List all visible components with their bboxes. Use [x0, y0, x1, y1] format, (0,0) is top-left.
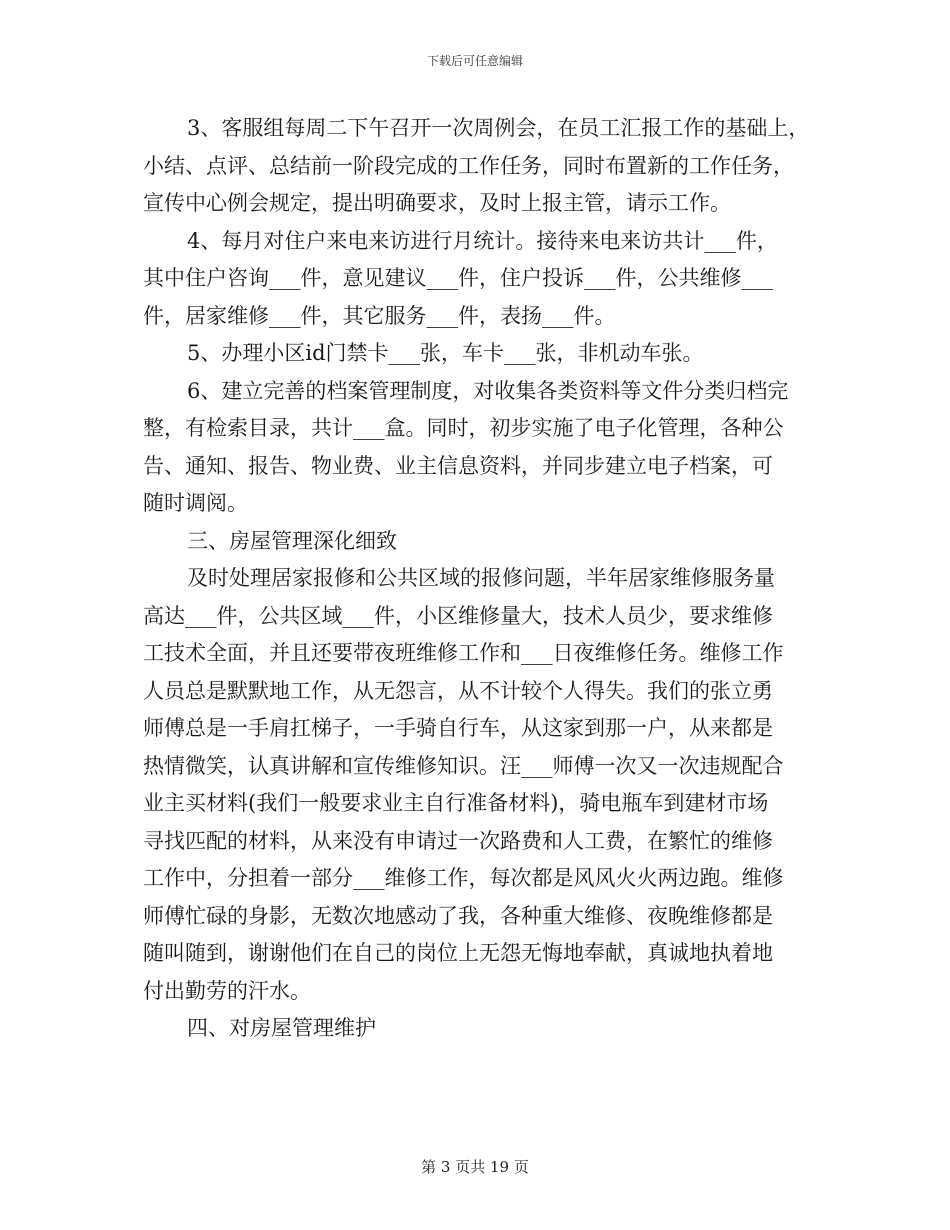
- paragraph-line: 宣传中心例会规定，提出明确要求，及时上报主管，请示工作。: [143, 191, 731, 215]
- paragraph-line: 业主买材料(我们一般要求业主自行准备材料)，骑电瓶车到建材市场: [143, 791, 769, 815]
- paragraph-line: 整，有检索目录，共计___盒。同时，初步实施了电子化管理，各种公: [143, 416, 784, 440]
- paragraph-line: 3、客服组每周二下午召开一次周例会，在员工汇报工作的基础上，: [187, 116, 810, 140]
- paragraph-line: 热情微笑，认真讲解和宣传维修知识。汪___师傅一次又一次违规配合: [143, 753, 784, 778]
- section-heading: 四、对房屋管理维护: [187, 1016, 376, 1040]
- paragraph-line: 工作中，分担着一部分___维修工作，每次都是风风火火两边跑。维修: [143, 866, 784, 890]
- paragraph-line: 告、通知、报告、物业费、业主信息资料，并同步建立电子档案，可: [143, 453, 773, 478]
- paragraph-line: 件，居家维修___件，其它服务___件，表扬___件。: [143, 303, 616, 328]
- paragraph-line: 人员总是默默地工作，从无怨言，从不计较个人得失。我们的张立勇: [143, 678, 773, 703]
- paragraph-line: 工技术全面，并且还要带夜班维修工作和___日夜维修任务。维修工作: [143, 641, 784, 665]
- paragraph-line: 高达___件，公共区域___件，小区维修量大，技术人员少，要求维修: [143, 603, 773, 628]
- paragraph-line: 6、建立完善的档案管理制度，对收集各类资料等文件分类归档完: [187, 378, 789, 403]
- page-number: 第 3 页共 19 页: [421, 1158, 529, 1176]
- paragraph-line: 寻找匹配的材料，从来没有申请过一次路费和人工费，在繁忙的维修: [143, 828, 773, 853]
- paragraph-line: 付出勤劳的汗水。: [143, 978, 311, 1003]
- paragraph-line: 随时调阅。: [143, 491, 248, 515]
- page-header: 下载后可任意编辑: [426, 54, 523, 68]
- paragraph-line: 5、办理小区id门禁卡___张，车卡___张，非机动车张。: [187, 341, 704, 365]
- paragraph-line: 小结、点评、总结前一阶段完成的工作任务，同时布置新的工作任务，: [143, 153, 794, 178]
- paragraph-line: 随叫随到，谢谢他们在自己的岗位上无怨无悔地奉献，真诚地执着地: [143, 941, 773, 965]
- paragraph-line: 师傅忙碌的身影，无数次地感动了我，各种重大维修、夜晚维修都是: [143, 903, 773, 928]
- paragraph-line: 师傅总是一手肩扛梯子，一手骑自行车，从这家到那一户，从来都是: [143, 716, 773, 740]
- paragraph-line: 4、每月对住户来电来访进行月统计。接待来电来访共计___件，: [187, 228, 778, 253]
- paragraph-line: 其中住户咨询___件，意见建议___件，住户投诉___件，公共维修___: [143, 266, 773, 290]
- document-body: [143, 110, 810, 1048]
- section-heading: 三、房屋管理深化细致: [187, 528, 397, 553]
- paragraph-line: 及时处理居家报修和公共区域的报修问题，半年居家维修服务量: [187, 566, 775, 590]
